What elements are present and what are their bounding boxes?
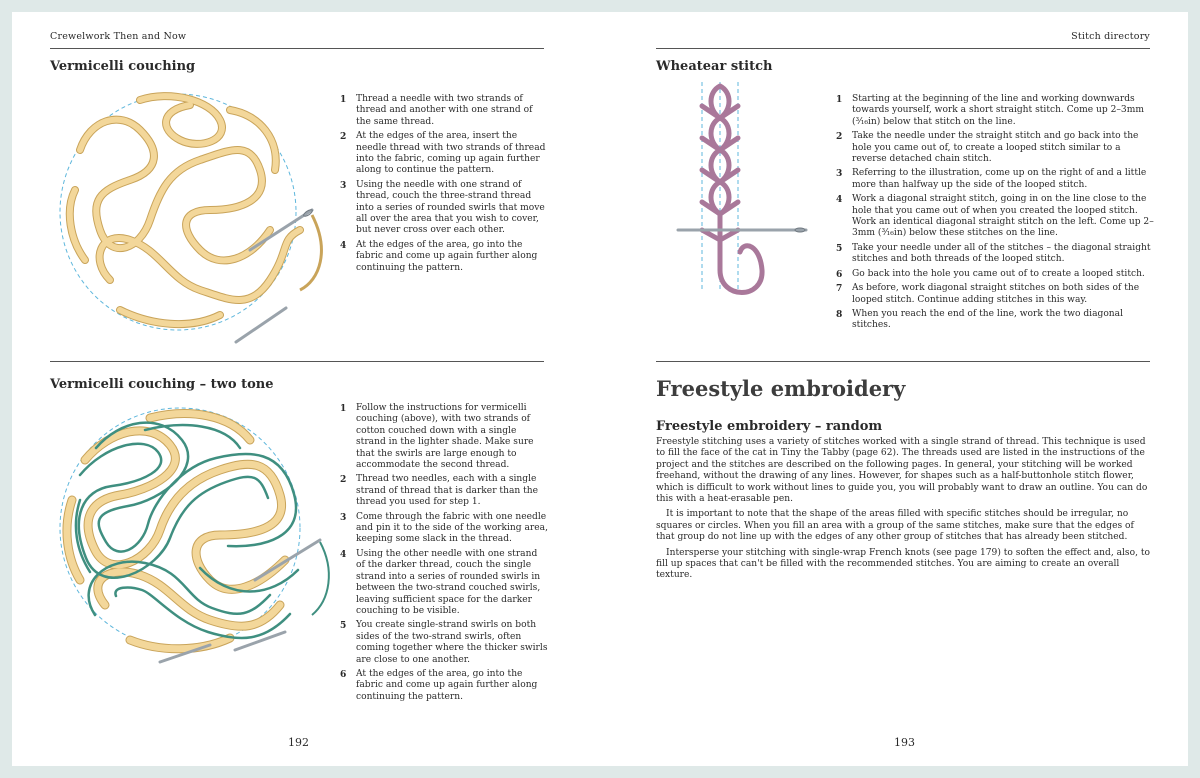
body-paragraph: It is important to note that the shape of the areas filled with specific stitches should be irregular, no squares or circles. When you fill an area with a group of the same stitches, make sure that the edges of that group do not line up with the edges of any other group of stitches that has already been stitched. — [656, 509, 1134, 543]
section-title-freestyle-random: Freestyle embroidery – random — [656, 419, 883, 434]
needle-icon — [236, 308, 286, 342]
step-item: 2 At the edges of the area, insert the needle thread with two strands of thread into the fabric, coming up again further along to continue the pattern. — [340, 131, 546, 176]
chapter-title: Freestyle embroidery — [656, 376, 906, 401]
right-page — [600, 12, 1188, 766]
book-spread — [12, 12, 1188, 766]
step-item: 5 Take your needle under all of the stitches – the diagonal straight stitches and both threads of the looped stitch. — [836, 242, 1151, 265]
body-paragraph: Freestyle stitching uses a variety of stitches worked with a single strand of thread. This technique is used to fill the face of the cat in Tiny the Tabby (page 62). The threads used are listed in the instructions of the project and the stitches are described on the following pages. In general, your stitching will be worked freehand, without the drawing of any lines. However, for shapes such as a half-buttonhole stitch flower, which is difficult to work without lines to guide you, you will probably want to draw an outline. You can do this with a heat-erasable pen. — [656, 437, 1148, 505]
step-item: 1 Thread a needle with two strands of thread and another with one strand of the same thread. — [340, 94, 533, 127]
step-item: 6 Go back into the hole you came out of to create a looped stitch. — [836, 268, 1145, 280]
top-rule-right — [656, 48, 1150, 49]
left-page — [12, 12, 600, 766]
step-item: 3 Referring to the illustration, come up on the right of and a little more than halfway up the side of the looped stitch. — [836, 168, 1147, 190]
step-item: 6 At the edges of the area, go into the fabric and come up again further along continuing the pattern. — [340, 668, 538, 702]
step-item: 2 Take the needle under the straight stitch and go back into the hole you came out of, to create a looped stitch similar to a reverse detached chain stitch. — [836, 131, 1139, 165]
step-item: 4 At the edges of the area, go into the fabric and come up again further along continuing the pattern. — [340, 239, 538, 273]
step-item: 3 Come through the fabric with one needle and pin it to the side of the working area, keeping some slack in the thread. — [340, 511, 548, 545]
section-title-two-tone: Vermicelli couching – two tone — [50, 377, 274, 392]
section-rule-right — [656, 361, 1150, 362]
step-item: 1 Starting at the beginning of the line and working downwards towards yourself, work a short straight stitch. Come up 2–3mm (³⁄₁₆in) below that stitch on the line. — [836, 94, 1144, 127]
body-paragraph: Intersperse your stitching with single-wrap French knots (see page 179) to soften the effect and, also, to fill up spaces that can't be filled with the recommended stitches. You are aiming to create an overall texture. — [656, 547, 1150, 581]
step-item: 1 Follow the instructions for vermicelli couching (above), with two strands of cotton couched down with a single strand in the lighter shade. Make sure that the swirls are large enough to accommodate the second thread. — [340, 403, 534, 471]
page-number-right: 193 — [894, 736, 915, 749]
step-item: 2 Thread two needles, each with a single strand of thread that is darker than the thread you used for step 1. — [340, 474, 538, 508]
step-item: 3 Using the needle with one strand of thread, couch the three-strand thread into a series of rounded swirls that move all over the area that you wish to cover, but never cross over each other. — [340, 179, 545, 236]
step-item: 7 As before, work diagonal straight stitches on both sides of the looped stitch. Continue adding stitches in this way. — [836, 283, 1140, 305]
section-rule-left — [50, 361, 544, 362]
needle-icon — [678, 228, 806, 232]
running-head-left: Crewelwork Then and Now — [50, 31, 187, 42]
step-item: 4 Work a diagonal straight stitch, going in on the line close to the hole that you came out of when you created the looped stitch. Work an identical diagonal straight stitch on the left. Come up 2–3mm (³⁄₁₆in) below these stitches on the line. — [836, 194, 1154, 239]
step-item: 5 You create single-strand swirls on both sides of the two-strand swirls, often coming together where the thicker swirls are close to one another. — [340, 620, 548, 665]
running-head-right: Stitch directory — [1071, 31, 1150, 42]
vermicelli-steps — [340, 94, 548, 277]
section-title-vermicelli: Vermicelli couching — [50, 59, 196, 74]
step-item: 4 Using the other needle with one strand of the darker thread, couch the single strand into a series of rounded swirls in between the two-strand couched swirls, leaving sufficient space for the darker couching to be visible. — [340, 548, 541, 616]
page-number-left: 192 — [288, 736, 309, 749]
wheatear-steps — [836, 94, 1154, 335]
needle-icon — [255, 540, 320, 580]
wheatear-stitch-illustration — [674, 80, 814, 298]
top-rule-left — [50, 48, 544, 49]
freestyle-body — [656, 437, 1152, 586]
section-title-wheatear: Wheatear stitch — [656, 59, 773, 74]
two-tone-couching-illustration — [50, 400, 340, 665]
step-item: 8 When you reach the end of the line, work the two diagonal stitches. — [836, 308, 1123, 331]
two-tone-steps — [340, 403, 548, 706]
vermicelli-couching-illustration — [50, 80, 330, 345]
